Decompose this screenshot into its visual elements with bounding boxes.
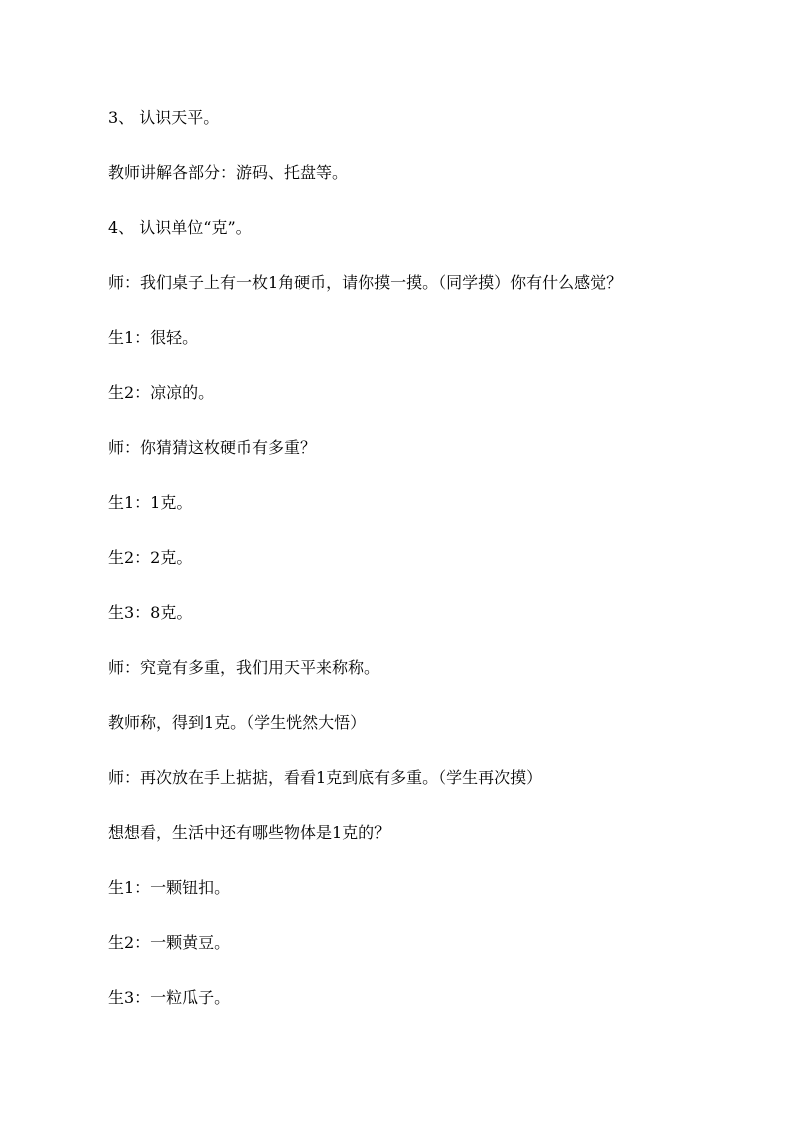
dialogue-line: 师：我们桌子上有一枚1角硬币，请你摸一摸。（同学摸）你有什么感觉？ [108, 273, 623, 292]
dialogue-line: 生3：8克。 [108, 603, 193, 622]
dialogue-line: 师：究竟有多重，我们用天平来称称。 [108, 658, 381, 677]
document-body [108, 104, 748, 1039]
dialogue-line: 生1：一颗钮扣。 [108, 878, 231, 897]
paragraph: 教师称，得到1克。（学生恍然大悟） [108, 713, 367, 732]
dialogue-line: 生1：1克。 [108, 493, 193, 512]
paragraph: 教师讲解各部分：游码、托盘等。 [108, 163, 349, 182]
dialogue-line: 生1：很轻。 [108, 328, 199, 347]
paragraph: 想想看，生活中还有哪些物体是1克的？ [108, 823, 391, 842]
dialogue-line: 师：再次放在手上掂掂，看看1克到底有多重。（学生再次摸） [108, 768, 543, 787]
dialogue-line: 师：你猜猜这枚硬币有多重？ [108, 438, 317, 457]
dialogue-line: 生2：2克。 [108, 548, 193, 567]
dialogue-line: 生3：一粒瓜子。 [108, 988, 231, 1007]
section-heading-unit-gram: 4、 认识单位“克”。 [108, 218, 252, 237]
section-heading-balance: 3、 认识天平。 [108, 108, 220, 127]
dialogue-line: 生2：一颗黄豆。 [108, 933, 231, 952]
dialogue-line: 生2：凉凉的。 [108, 383, 215, 402]
